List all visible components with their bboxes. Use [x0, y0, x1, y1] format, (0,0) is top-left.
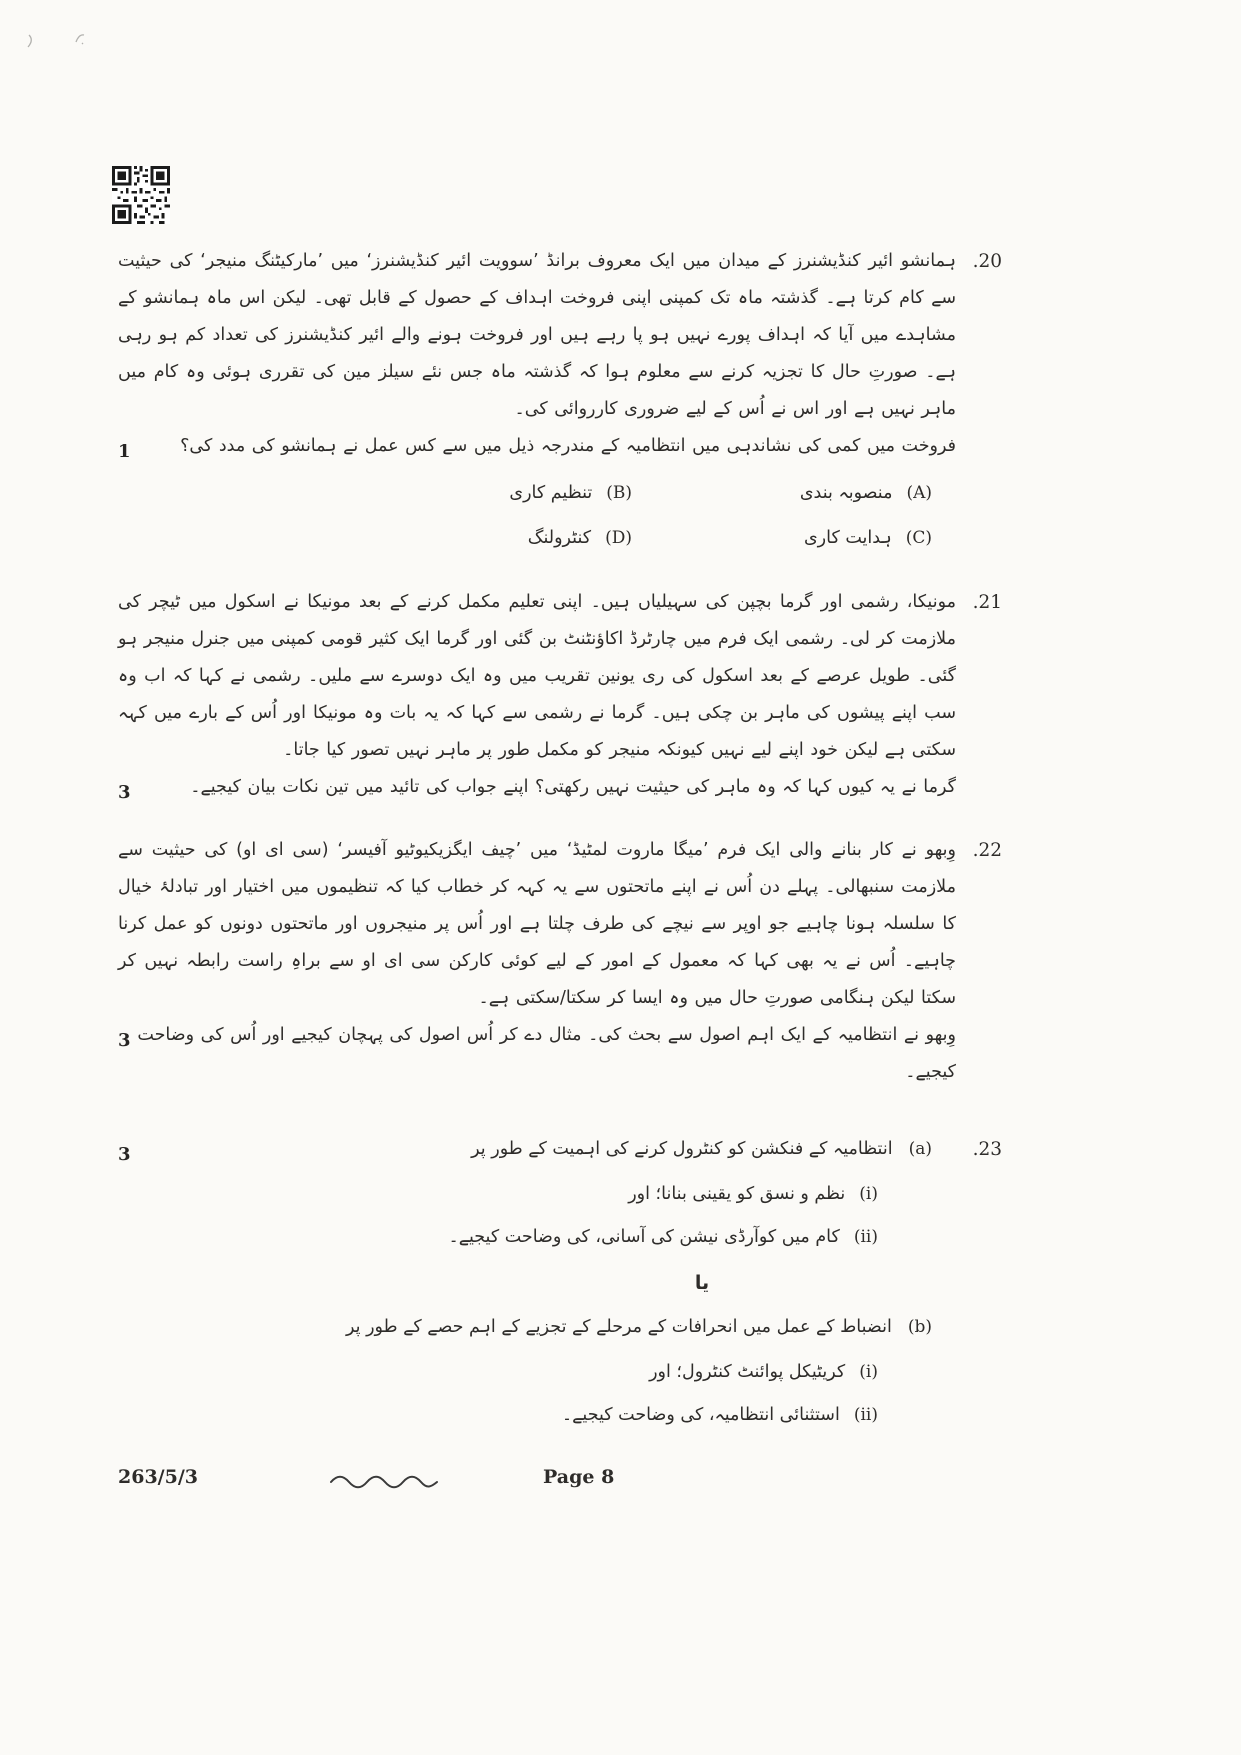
page-footer — [118, 1464, 1002, 1500]
marks-value: 1 — [118, 441, 131, 462]
option-a-text: منصوبہ بندی — [799, 483, 893, 503]
page-number: Page 8 — [543, 1466, 615, 1488]
marks-value: 3 — [118, 782, 131, 803]
or-separator: یا — [694, 1272, 710, 1294]
part-b-item-i — [118, 1354, 956, 1391]
question-text: وِبھو نے کار بنانے والی ایک فرم ’میگا ماروت لمٹیڈ‘ میں ’چیف ایگزیکیوٹیو آفیسر‘ (سی ای او) کی حیثیت سے ملازمت سنبھالی۔ پہلے دن اُس نے اپنے ماتحتوں سے یہ کہہ کر خطاب کیا کہ تنظیموں میں اختیار اور تبادلۂ خیال کا سلسلہ ہونا چاہیے جو اوپر سے نیچے کی طرف چلتا ہے اور اُس پر منیجروں اور ماتحتوں دونوں کو عمل کرنا چاہیے۔ اُس نے یہ بھی کہا کہ معمول کے امور کے لیے کوئی کارکن سی ای او سے براہِ راست رابطہ نہیں کر سکتا لیکن ہنگامی صورتِ حال میں وہ ایسا کر سکتا/سکتی ہے۔ — [118, 840, 956, 1008]
part-b-intro — [118, 1309, 956, 1346]
part-a-item-ii — [118, 1219, 956, 1256]
option-d — [332, 518, 632, 558]
qr-code — [112, 166, 170, 224]
question-number: 23. — [972, 1139, 1002, 1160]
item-i-label: (i) — [859, 1362, 878, 1382]
item-ii-text: کام میں کوآرڈی نیشن کی آسانی، کی وضاحت کیجیے۔ — [448, 1227, 840, 1247]
question-20 — [118, 243, 1002, 558]
question-prompt — [118, 1017, 956, 1091]
part-a-intro — [118, 1131, 956, 1168]
item-i-label: (i) — [859, 1184, 878, 1204]
item-i-text: کریٹیکل پوائنٹ کنٹرول؛ اور — [649, 1362, 846, 1382]
question-prompt — [118, 769, 956, 806]
option-d-label: (D) — [605, 528, 632, 548]
question-21 — [118, 584, 1002, 806]
option-d-text: کنٹرولنگ — [527, 528, 592, 548]
option-b-label: (B) — [606, 483, 632, 503]
question-number: 22. — [972, 840, 1002, 861]
questions-area — [118, 243, 1002, 1500]
option-a-label: (A) — [906, 483, 932, 503]
question-23 — [118, 1131, 1002, 1440]
options-grid — [118, 473, 932, 558]
question-text: ہمانشو ائیر کنڈیشنرز کے میدان میں ایک معروف برانڈ ’سوویت ائیر کنڈیشنرز‘ میں ’مارکیٹنگ منیجر‘ کی حیثیت سے کام کرتا ہے۔ گذشتہ ماہ تک کمپنی اپنی فروخت اہداف کے حصول کے قابل تھی۔ لیکن اس ماہ ہمانشو کے مشاہدے میں آیا کہ اہداف پورے نہیں ہو پا رہے ہیں اور فروخت ہونے والے ائیر کنڈیشنرز کی تعداد کم ہو رہی ہے۔ صورتِ حال کا تجزیہ کرنے سے معلوم ہوا کہ گذشتہ ماہ جس نئے سیلز مین کی تقرری ہوئی وہ کام میں ماہر نہیں ہے اور اس نے اُس کے لیے ضروری کارروائی کی۔ — [118, 251, 956, 419]
question-prompt-text: فروخت میں کمی کی نشاندہی میں انتظامیہ کے مندرجہ ذیل میں سے کس عمل نے ہمانشو کی مدد کی؟ — [180, 436, 956, 456]
option-b-text: تنظیم کاری — [509, 483, 593, 503]
option-a — [632, 473, 932, 513]
item-ii-label: (ii) — [853, 1227, 878, 1247]
question-text: مونیکا، رشمی اور گرما بچپن کی سہیلیاں ہیں۔ اپنی تعلیم مکمل کرنے کے بعد مونیکا نے اسکول میں ٹیچر کی ملازمت کر لی۔ رشمی ایک فرم میں چارٹرڈ اکاؤنٹنٹ بن گئی اور گرما ایک کثیر قومی کمپنی میں جنرل منیجر ہو گئی۔ طویل عرصے کے بعد اسکول کی ری یونین تقریب میں وہ ایک دوسرے سے ملیں۔ رشمی نے کہا کہ اب وہ سب اپنے پیشوں کی ماہر بن چکی ہیں۔ گرما نے رشمی سے کہا کہ یہ بات وہ مونیکا اور اُس کے بارے میں کہہ سکتی ہے لیکن خود اپنے لیے نہیں کیونکہ منیجر کو مکمل طور پر ماہر نہیں تصور کیا جاتا۔ — [118, 592, 956, 760]
item-ii-label: (ii) — [853, 1405, 878, 1425]
squiggle-decoration — [328, 1473, 440, 1489]
option-c-label: (C) — [905, 528, 932, 548]
scan-mark — [24, 32, 40, 50]
question-prompt — [118, 428, 956, 465]
part-a-label: (a) — [908, 1139, 932, 1159]
part-b-item-ii — [118, 1397, 956, 1434]
part-b-label: (b) — [907, 1317, 932, 1337]
question-number: 20. — [972, 251, 1002, 272]
question-prompt-text: وِبھو نے انتظامیہ کے ایک اہم اصول سے بحث کی۔ مثال دے کر اُس اصول کی پہچان کیجیے اور اُس کی وضاحت کیجیے۔ — [137, 1025, 956, 1082]
part-b-text: انضباط کے عمل میں انحرافات کے مرحلے کے تجزیے کے اہم حصے کے طور پر — [346, 1317, 892, 1337]
question-22 — [118, 832, 1002, 1091]
part-a-text: انتظامیہ کے فنکشن کو کنٹرول کرنے کی اہمیت کے طور پر — [471, 1139, 893, 1159]
part-a-item-i — [118, 1176, 956, 1213]
option-c-text: ہدایت کاری — [803, 528, 892, 548]
option-c — [632, 518, 932, 558]
question-prompt-text: گرما نے یہ کیوں کہا کہ وہ ماہر کی حیثیت نہیں رکھتی؟ اپنے جواب کی تائید میں تین نکات بیان کیجیے۔ — [190, 777, 956, 797]
scan-mark — [72, 30, 88, 48]
item-ii-text: استثنائی انتظامیہ، کی وضاحت کیجیے۔ — [561, 1405, 840, 1425]
marks-value: 3 — [118, 1030, 131, 1051]
question-number: 21. — [972, 592, 1002, 613]
marks-value: 3 — [118, 1144, 131, 1165]
item-i-text: نظم و نسق کو یقینی بنانا؛ اور — [628, 1184, 846, 1204]
option-b — [332, 473, 632, 513]
paper-code: 263/5/3 — [118, 1466, 198, 1488]
